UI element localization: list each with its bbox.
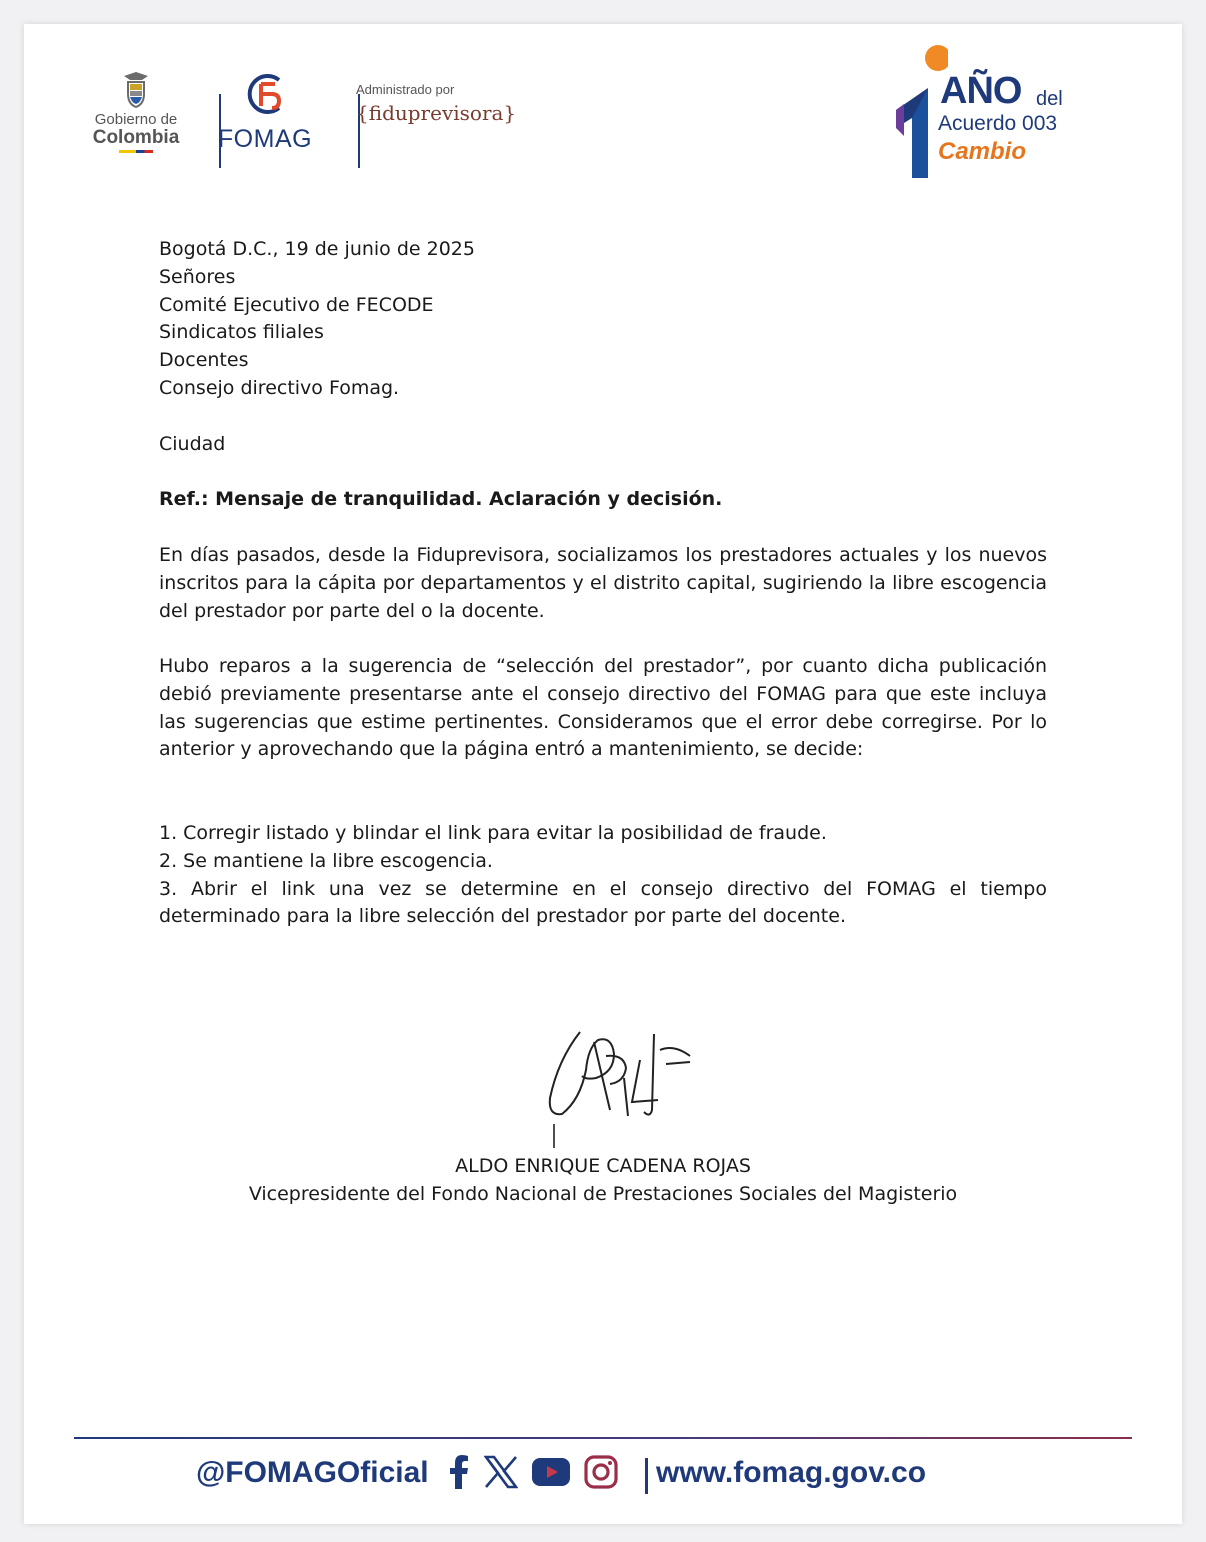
badge-del: del [1036, 88, 1063, 110]
badge-acuerdo: Acuerdo 003 [938, 112, 1058, 135]
website-link[interactable]: www.fomag.gov.co [656, 1456, 927, 1489]
reference-line: Ref.: Mensaje de tranquilidad. Aclaración y decisión. [159, 488, 723, 510]
list-item: 3. Abrir el link una vez se determine en el consejo directivo del FOMAG el tiempo determinado para la libre selección del prestador por parte del docente. [159, 877, 1047, 928]
decision-list [159, 820, 1047, 931]
colombia-flag-stripe [119, 150, 153, 153]
coat-of-arms-icon [116, 70, 156, 110]
fomag-word: FOMAG [217, 125, 313, 153]
recipient-block [159, 236, 1047, 403]
list-item: 1. Corregir listado y blindar el link para evitar la posibilidad de fraude. [159, 822, 827, 844]
footer-divider [74, 1437, 1132, 1439]
x-icon[interactable] [484, 1455, 518, 1493]
gobierno-colombia-logo [86, 70, 186, 153]
handwritten-signature [540, 1020, 700, 1150]
signer-name: ALDO ENRIQUE CADENA ROJAS [455, 1155, 751, 1177]
signer-title: Vicepresidente del Fondo Nacional de Prestaciones Sociales del Magisterio [248, 1183, 958, 1205]
letter-date: Bogotá D.C., 19 de junio de 2025 [159, 238, 475, 260]
gov-line1: Gobierno de [94, 111, 178, 128]
anniversary-badge [868, 18, 1078, 178]
footer-separator [645, 1458, 648, 1494]
recipient-line: Sindicatos filiales [159, 321, 324, 344]
fomag-logo [214, 70, 316, 152]
recipient-line: Señores [159, 265, 236, 288]
fomag-mark-icon [241, 70, 289, 118]
badge-cambio: Cambio [938, 138, 1027, 165]
badge-anio: AÑO [940, 70, 1022, 112]
list-item: 2. Se mantiene la libre escogencia. [159, 849, 493, 872]
social-icons [448, 1456, 618, 1492]
administrator-block [356, 82, 516, 125]
facebook-icon[interactable] [448, 1455, 470, 1493]
youtube-icon[interactable] [532, 1458, 570, 1490]
admin-label: Administrado por [356, 82, 455, 97]
number-one-icon [868, 18, 948, 178]
instagram-icon[interactable] [584, 1455, 618, 1493]
recipient-line: Consejo directivo Fomag. [159, 376, 400, 399]
paragraph-1: En días pasados, desde la Fiduprevisora, socializamos los prestadores actuales y los nuevos inscritos para la cápita por departamentos y el distrito capital, sugiriendo la libre escogencia del prestador por parte del o la docente. [159, 544, 1047, 622]
city-line: Ciudad [159, 433, 226, 455]
gov-line2: Colombia [92, 127, 180, 148]
recipient-line: Comité Ejecutivo de FECODE [159, 293, 434, 316]
fiduprevisora-logo: {fiduprevisora} [356, 101, 517, 125]
paragraph-2: Hubo reparos a la sugerencia de “selección del prestador”, por cuanto dicha publicación debió previamente presentarse ante el consejo directivo del FOMAG para que este incluya las sugerencias que estime pertinentes. Consideramos que el error debe corregirse. Por lo anterior y aprovechando que la página entró a mantenimiento, se decide: [159, 655, 1047, 761]
social-handle: @FOMAGOficial [196, 1456, 429, 1489]
recipient-line: Docentes [159, 349, 249, 372]
